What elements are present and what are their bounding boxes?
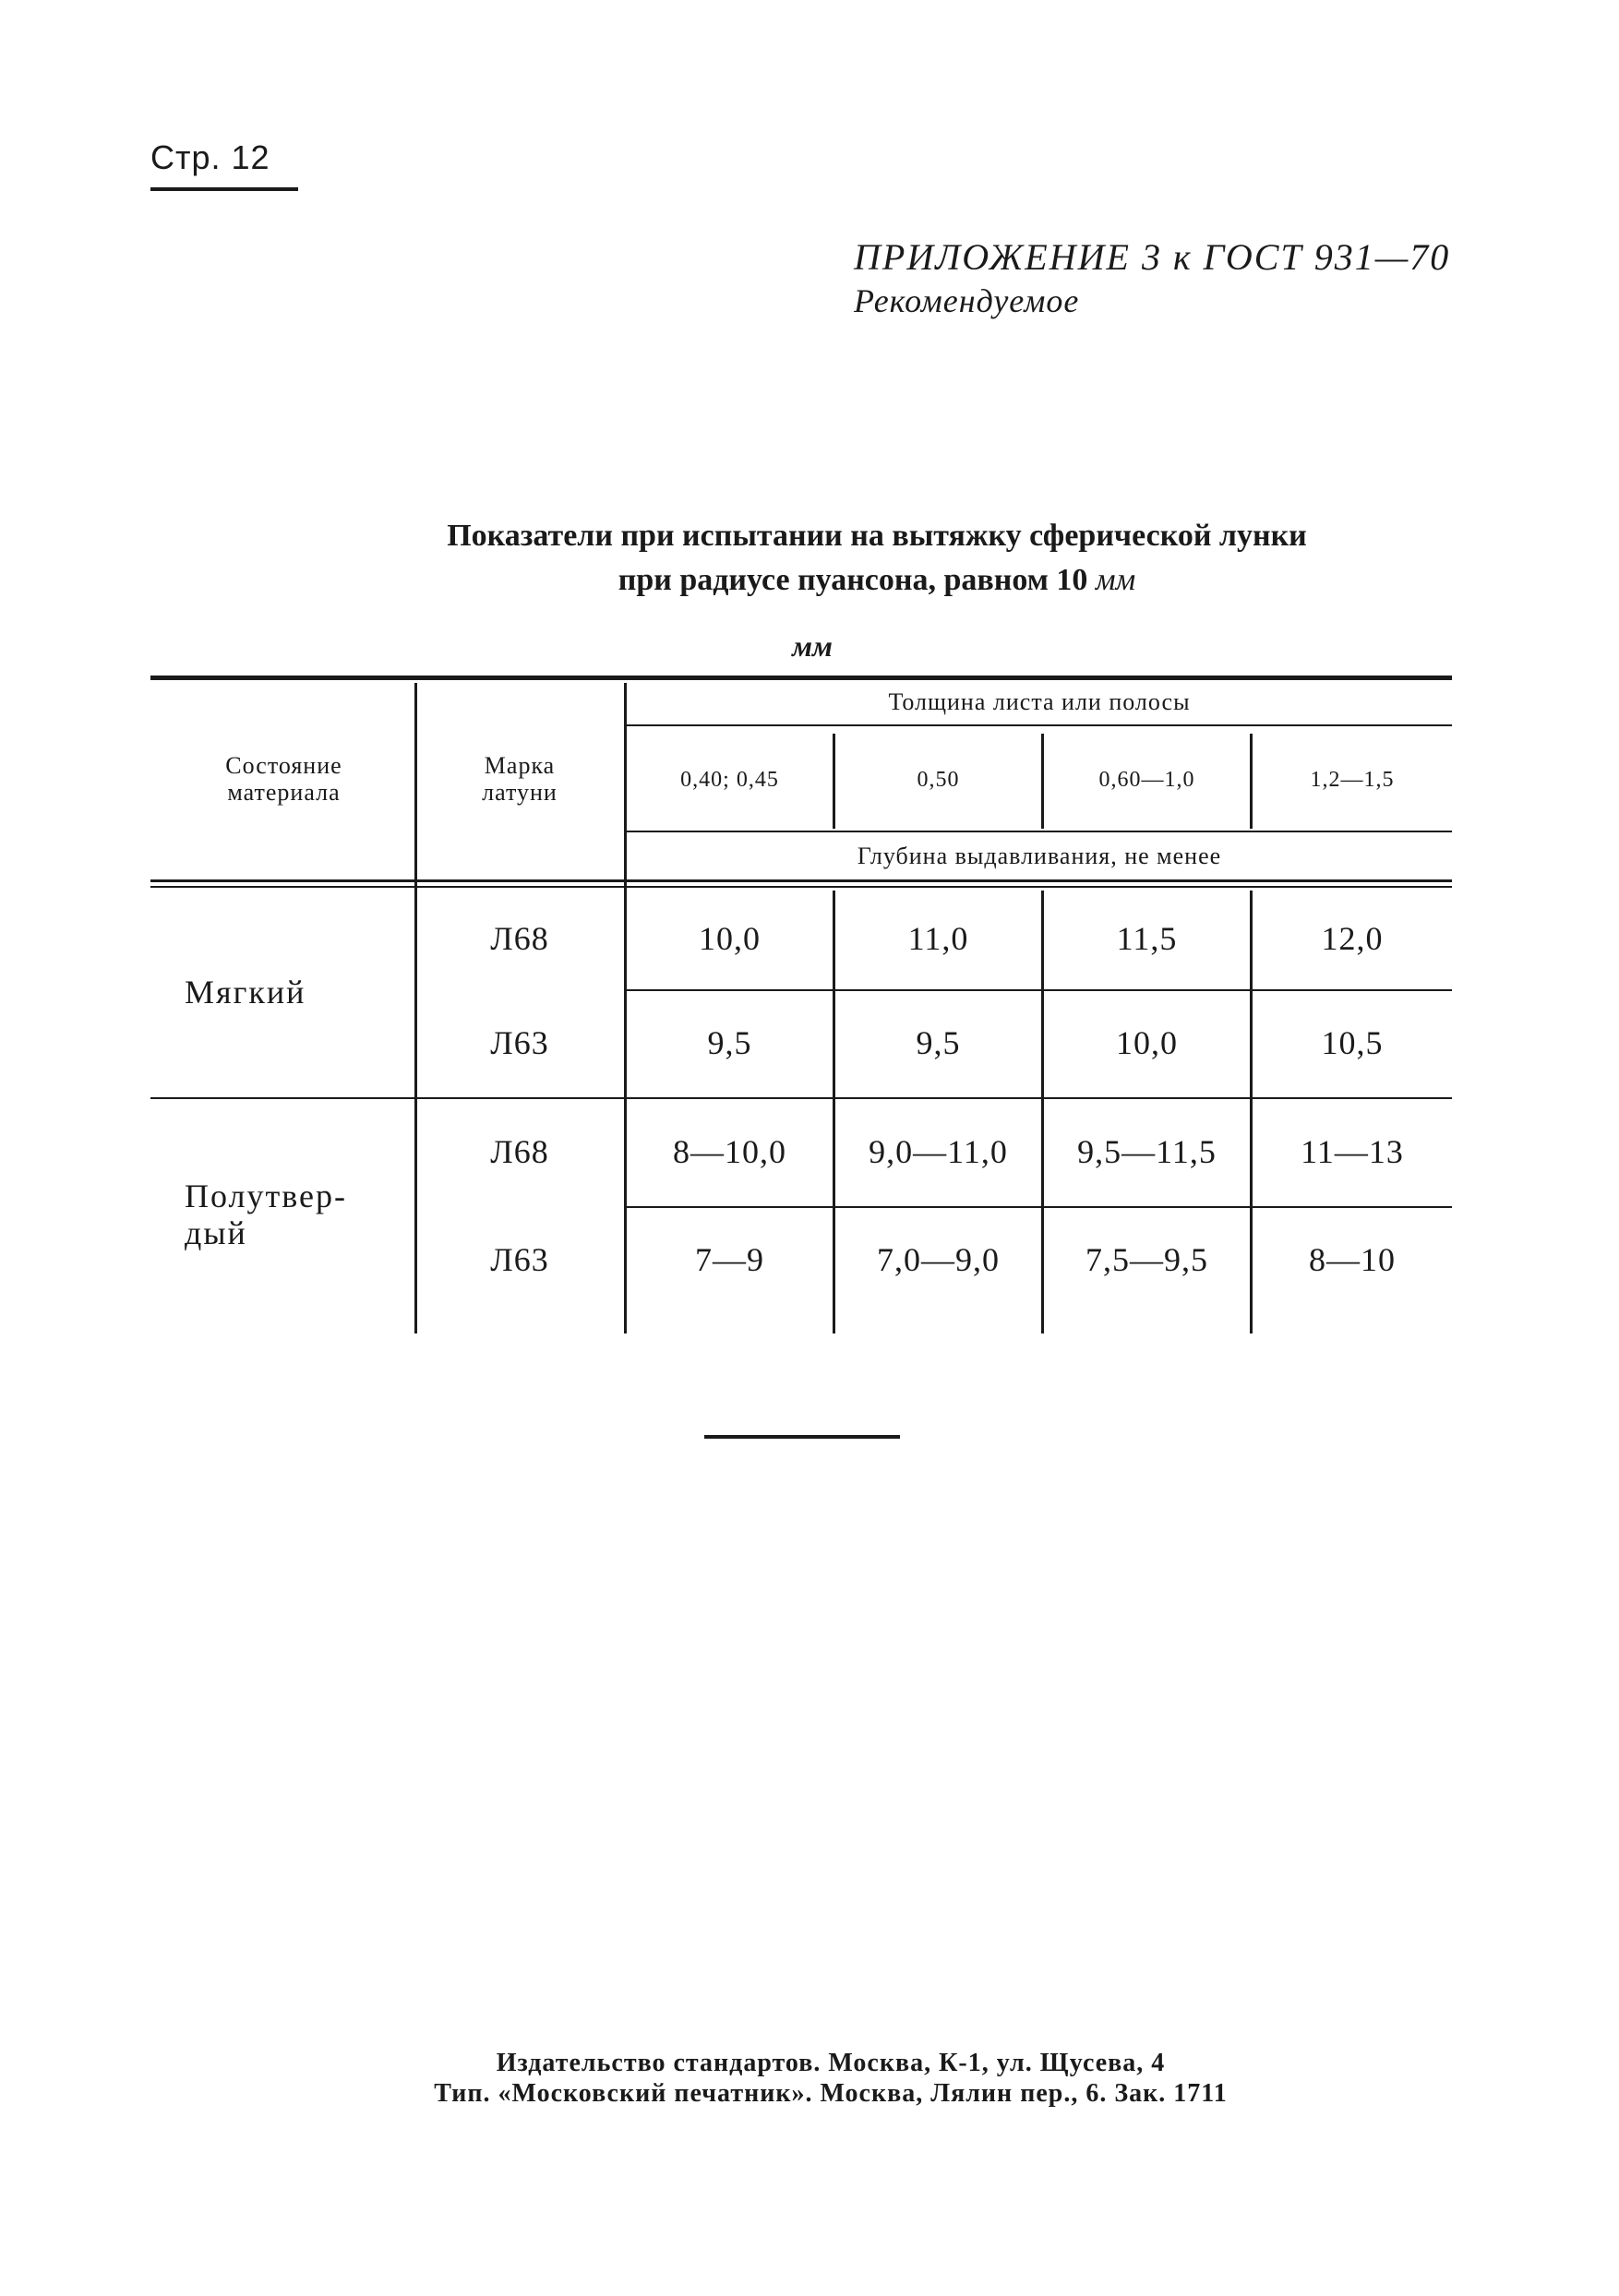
value-cell: 11—13 xyxy=(1301,1132,1404,1170)
grade-cell: Л63 xyxy=(490,1024,549,1062)
rule-halfhard-rows xyxy=(626,1206,1452,1208)
header-thickness-col-1: 0,40; 0,45 xyxy=(680,767,779,792)
value-cell: 11,5 xyxy=(1116,919,1178,957)
value-cell: 9,5 xyxy=(916,1024,961,1062)
header-state-label: Состояние материала xyxy=(225,752,342,806)
caption-radius-unit: мм xyxy=(1095,563,1136,597)
value-cell: 8—10 xyxy=(1309,1241,1396,1279)
caption-radius-text: при радиусе пуансона, равном 10 xyxy=(618,563,1088,597)
header-state xyxy=(157,683,411,877)
value-cell: 9,5—11,5 xyxy=(1077,1132,1217,1170)
header-thickness-group: Толщина листа или полосы xyxy=(888,688,1191,716)
header-bottom-rule-1 xyxy=(150,879,1452,882)
page-number-underline xyxy=(150,187,298,191)
value-cell: 10,0 xyxy=(1116,1024,1178,1062)
value-cell: 10,5 xyxy=(1321,1024,1384,1062)
grade-cell: Л68 xyxy=(490,919,549,957)
value-cell: 8—10,0 xyxy=(673,1132,786,1170)
state-half-hard: Полутвер- дый xyxy=(185,1178,347,1251)
value-cell: 7,0—9,0 xyxy=(877,1241,1000,1279)
table-top-rule xyxy=(150,676,1452,680)
value-cell: 9,5 xyxy=(707,1024,752,1062)
printer-line: Тип. «Московский печатник». Москва, Лялин пер., 6. Зак. 1711 xyxy=(434,2079,1228,2108)
header-thickness-col-2: 0,50 xyxy=(917,767,960,792)
publisher-line: Издательство стандартов. Москва, К-1, ул. Щусева, 4 xyxy=(496,2049,1166,2077)
header-bottom-rule-2 xyxy=(150,886,1452,888)
value-cell: 10,0 xyxy=(699,919,761,957)
rule-between-groups xyxy=(150,1097,1452,1099)
value-cell: 12,0 xyxy=(1321,919,1384,957)
rule-under-thickness-group xyxy=(626,724,1452,726)
end-of-table-rule xyxy=(704,1435,900,1439)
grade-cell: Л68 xyxy=(490,1132,549,1170)
value-cell: 9,0—11,0 xyxy=(869,1132,1008,1170)
appendix-subtitle: Рекомендуемое xyxy=(854,282,1080,319)
rule-soft-rows xyxy=(626,989,1452,991)
header-thickness-col-4: 1,2—1,5 xyxy=(1310,767,1395,792)
appendix-title: ПРИЛОЖЕНИЕ 3 к ГОСТ 931—70 xyxy=(854,236,1451,278)
state-soft: Мягкий xyxy=(185,974,306,1011)
table-caption-line-2 xyxy=(277,563,1477,598)
value-cell: 7—9 xyxy=(695,1241,764,1279)
table-unit-label: мм xyxy=(792,629,833,663)
header-grade-label: Марка латуни xyxy=(482,752,558,806)
value-cell: 11,0 xyxy=(907,919,969,957)
grade-cell: Л63 xyxy=(490,1241,549,1279)
header-grade xyxy=(417,683,622,877)
header-depth-group: Глубина выдавливания, не менее xyxy=(857,842,1222,869)
header-thickness-col-3: 0,60—1,0 xyxy=(1098,767,1195,792)
page-number: Стр. 12 xyxy=(150,138,270,176)
rule-above-depth-group xyxy=(626,831,1452,832)
table-caption-line-1: Показатели при испытании на вытяжку сферической лунки xyxy=(447,519,1307,553)
value-cell: 7,5—9,5 xyxy=(1085,1241,1208,1279)
